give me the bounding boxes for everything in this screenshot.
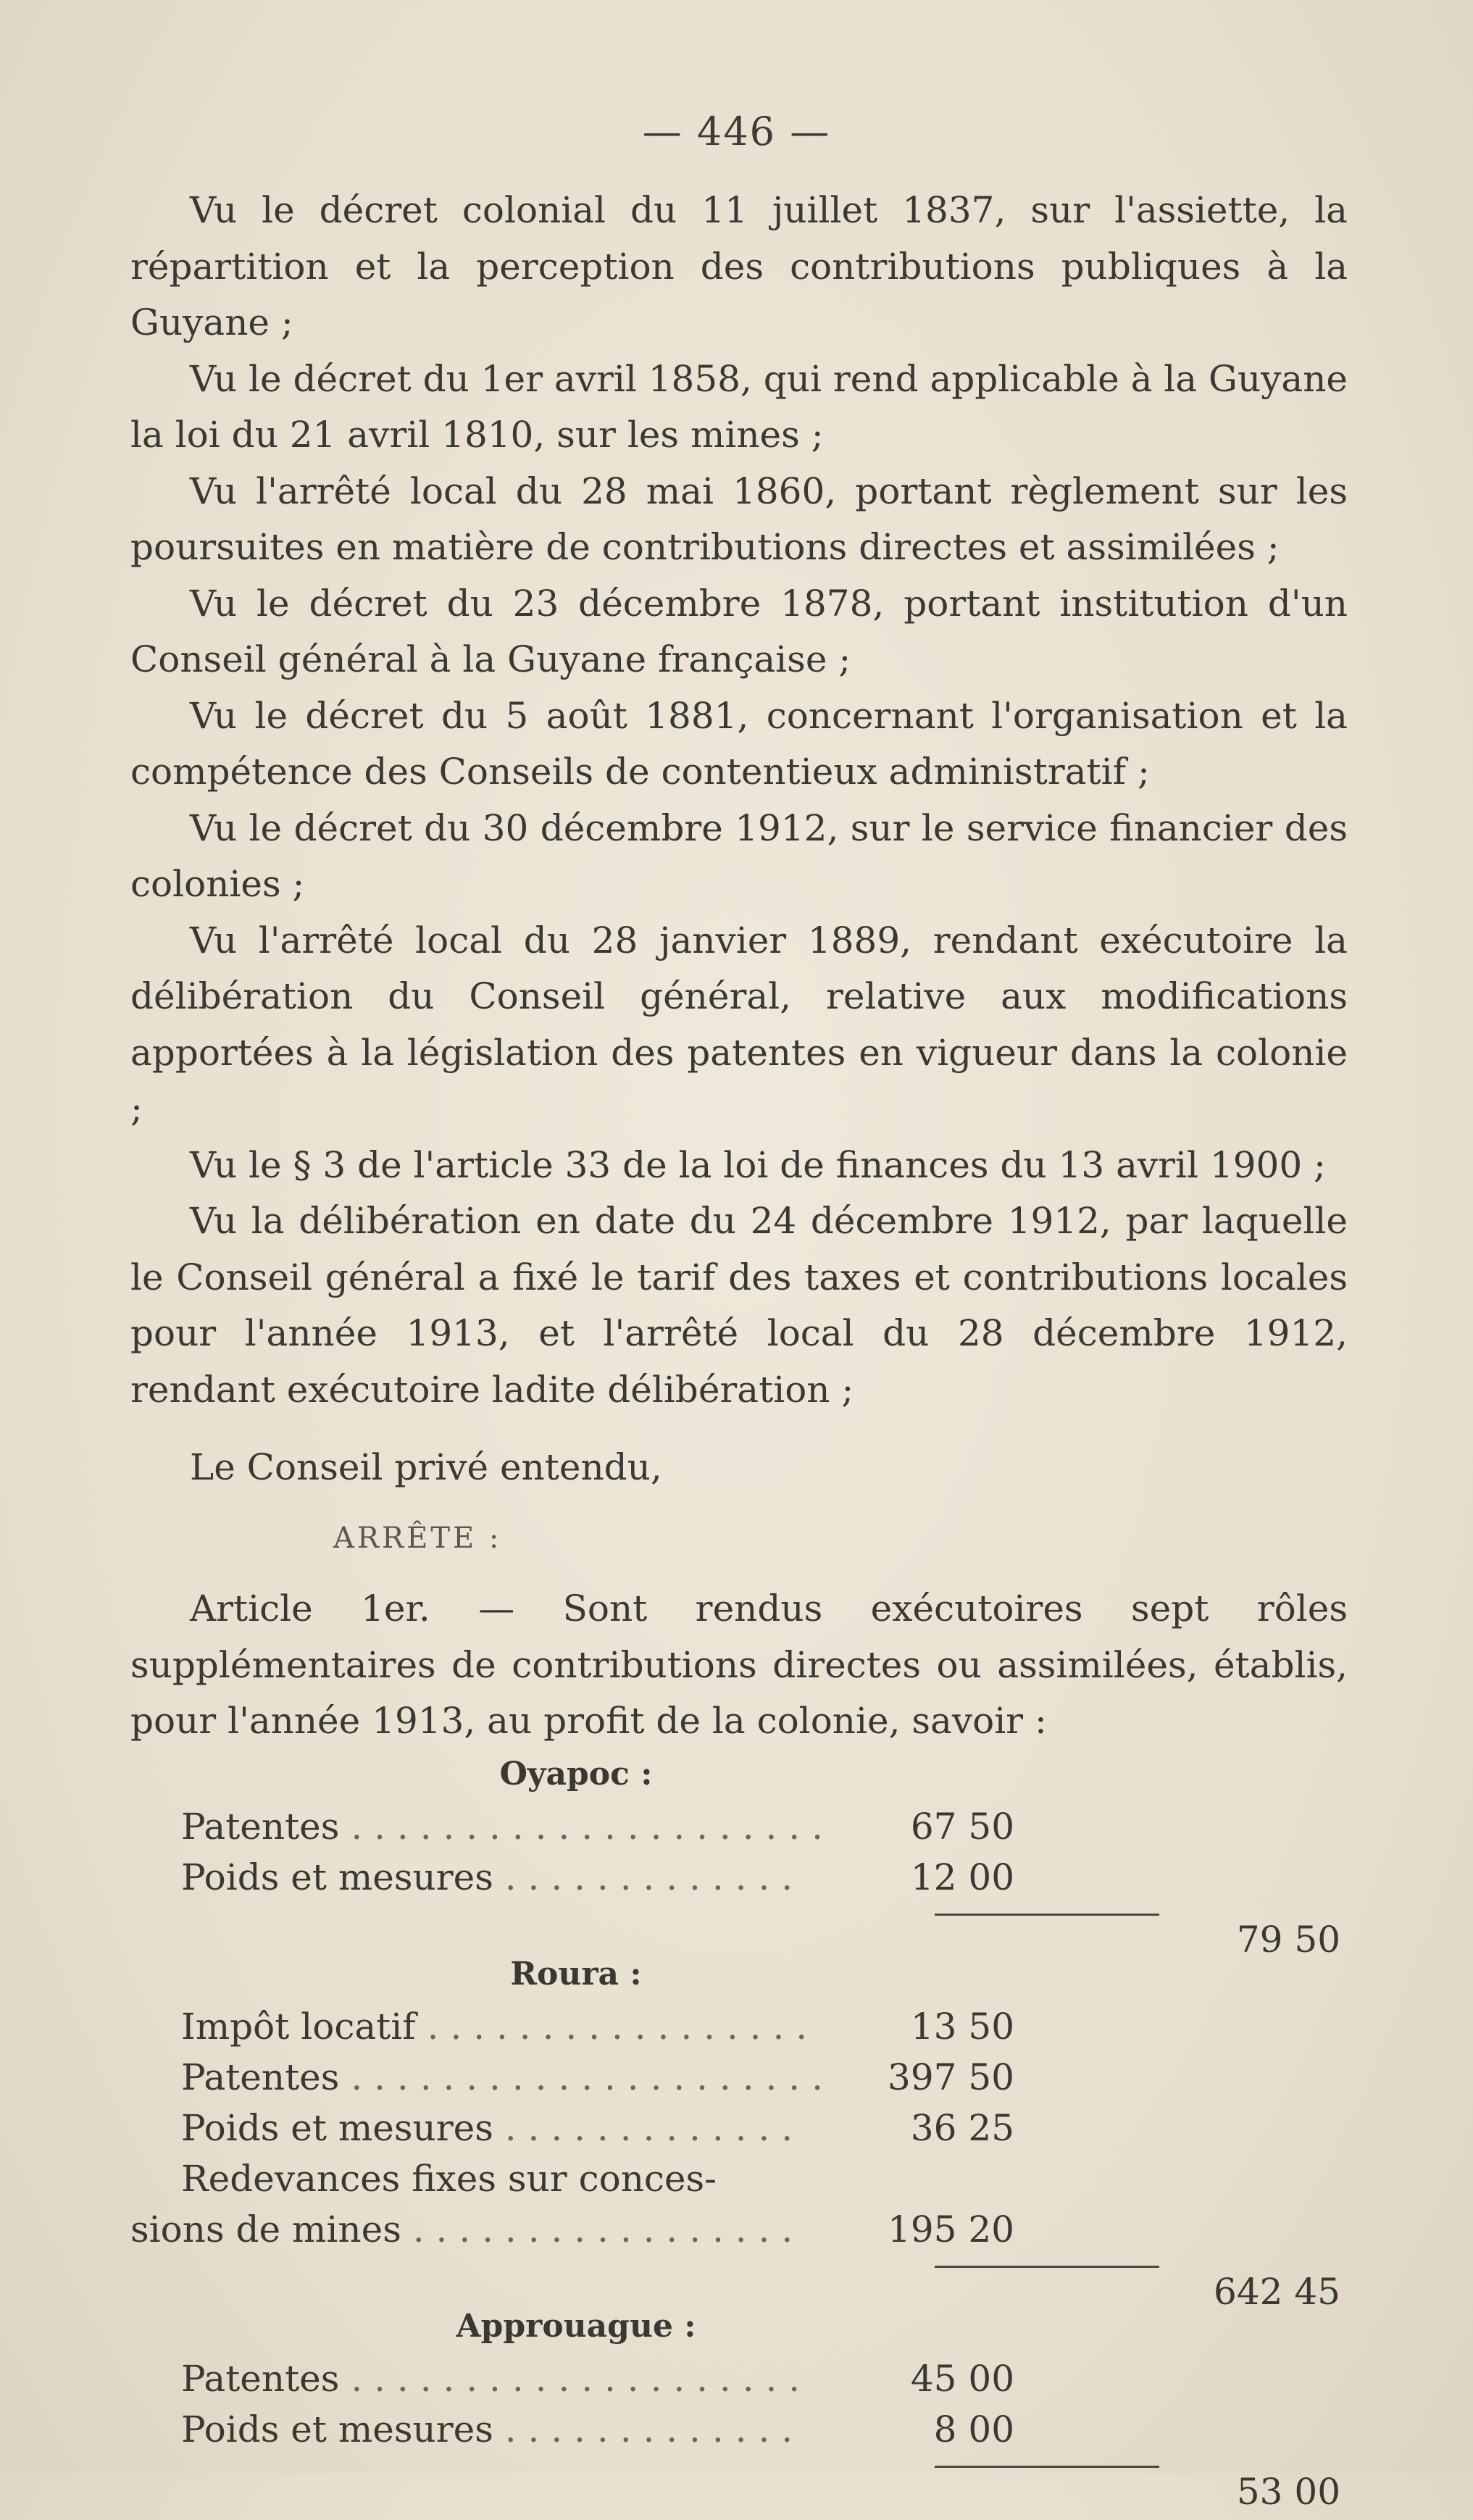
section-total: 79 50 <box>1237 1912 1340 1969</box>
item-amount: 13 50 <box>911 1999 1014 2056</box>
table-row <box>130 1799 1348 1850</box>
table-row <box>130 1850 1348 1901</box>
section-oyapoc <box>130 1750 1348 1950</box>
document-body <box>130 183 1348 2502</box>
item-amount: 36 25 <box>911 2100 1014 2157</box>
table-row <box>130 2351 1348 2402</box>
paragraph-arrete-1889: Vu l'arrêté local du 28 janvier 1889, rendant exécutoire la délibération du Conseil général, relative aux modifications apportées à la législation des patentes en vigueur dans la colonie ; <box>130 913 1348 1138</box>
section-roura <box>130 1950 1348 2302</box>
paragraph-decret-1881: Vu le décret du 5 août 1881, concernant l'organisation et la compétence des Conseils de contentieux administratif ; <box>130 688 1348 801</box>
section-total: 642 45 <box>1214 2264 1340 2321</box>
leader-dots: . . . . . . . . . . . . . <box>493 2107 793 2149</box>
item-label: Patentes <box>181 1806 339 1848</box>
item-label: Patentes <box>181 2056 339 2098</box>
item-label: sions de mines <box>130 2208 401 2250</box>
item-label: Poids et mesures <box>181 2408 493 2450</box>
table-row <box>130 2402 1348 2453</box>
paragraph-decret-1878: Vu le décret du 23 décembre 1878, portant institution d'un Conseil général à la Guyane française ; <box>130 576 1348 688</box>
leader-dots: . . . . . . . . . . . . . <box>493 1856 793 1898</box>
item-amount: 45 00 <box>911 2351 1014 2408</box>
subtotal-row <box>130 2253 1348 2302</box>
section-heading: Roura : <box>130 1950 1022 1999</box>
subtotal-row <box>130 2453 1348 2502</box>
table-row <box>130 2151 1348 2202</box>
conseil-prive-line: Le Conseil privé entendu, <box>130 1440 1348 1496</box>
item-label: Patentes <box>181 2358 339 2400</box>
subtotal-row <box>130 1901 1348 1950</box>
item-label: Poids et mesures <box>181 2107 493 2149</box>
leader-dots: . . . . . . . . . . . . . . . . . <box>416 2006 807 2048</box>
subtotal-rule <box>935 2266 1159 2268</box>
item-amount: 397 50 <box>888 2050 1014 2106</box>
section-total: 53 00 <box>1237 2464 1340 2520</box>
table-row <box>130 2050 1348 2100</box>
leader-dots: . . . . . . . . . . . . . . . . . <box>401 2208 793 2250</box>
leader-dots: . . . . . . . . . . . . . <box>493 2408 793 2450</box>
paragraph-decret-1858: Vu le décret du 1er avril 1858, qui rend applicable à la Guyane la loi du 21 avril 1810, sur les mines ; <box>130 351 1348 464</box>
section-heading: Oyapoc : <box>130 1750 1022 1799</box>
article-1: Article 1er. — Sont rendus exécutoires sept rôles supplémentaires de contributions directes ou assimilées, établis, pour l'année 1913, au profit de la colonie, savoir : <box>130 1581 1348 1750</box>
page-number: — 446 — <box>0 109 1473 154</box>
item-label: Poids et mesures <box>181 1856 493 1898</box>
leader-dots: . . . . . . . . . . . . . . . . . . . . <box>339 2358 800 2400</box>
paragraph-decret-1912: Vu le décret du 30 décembre 1912, sur le service financier des colonies ; <box>130 801 1348 913</box>
subtotal-rule <box>935 2466 1159 2468</box>
arrete-heading: ARRÊTE : <box>130 1511 1348 1567</box>
item-label: Impôt locatif <box>181 2006 416 2048</box>
item-amount: 67 50 <box>911 1799 1014 1856</box>
table-row <box>130 2202 1348 2253</box>
section-approuague <box>130 2302 1348 2502</box>
item-amount: 195 20 <box>888 2202 1014 2258</box>
subtotal-rule <box>935 1914 1159 1916</box>
paragraph-decret-1837: Vu le décret colonial du 11 juillet 1837, sur l'assiette, la répartition et la perception des contributions publiques à la Guyane ; <box>130 183 1348 351</box>
paragraph-deliberation-1912: Vu la délibération en date du 24 décembre 1912, par laquelle le Conseil général a fixé le tarif des taxes et contributions locales pour l'année 1913, et l'arrêté local du 28 décembre 1912, rendant exécutoire ladite délibération ; <box>130 1193 1348 1418</box>
section-heading: Approuague : <box>130 2302 1022 2351</box>
table-row <box>130 1999 1348 2050</box>
leader-dots: . . . . . . . . . . . . . . . . . . . . . <box>339 1806 823 1848</box>
paragraph-arrete-1860: Vu l'arrêté local du 28 mai 1860, portant règlement sur les poursuites en matière de contributions directes et assimilées ; <box>130 464 1348 576</box>
paragraph-loi-1900: Vu le § 3 de l'article 33 de la loi de finances du 13 avril 1900 ; <box>130 1138 1348 1194</box>
item-amount: 8 00 <box>934 2402 1014 2458</box>
item-label: Redevances fixes sur conces- <box>181 2158 717 2200</box>
leader-dots: . . . . . . . . . . . . . . . . . . . . . <box>339 2056 823 2098</box>
item-amount: 12 00 <box>911 1850 1014 1906</box>
table-row <box>130 2100 1348 2151</box>
